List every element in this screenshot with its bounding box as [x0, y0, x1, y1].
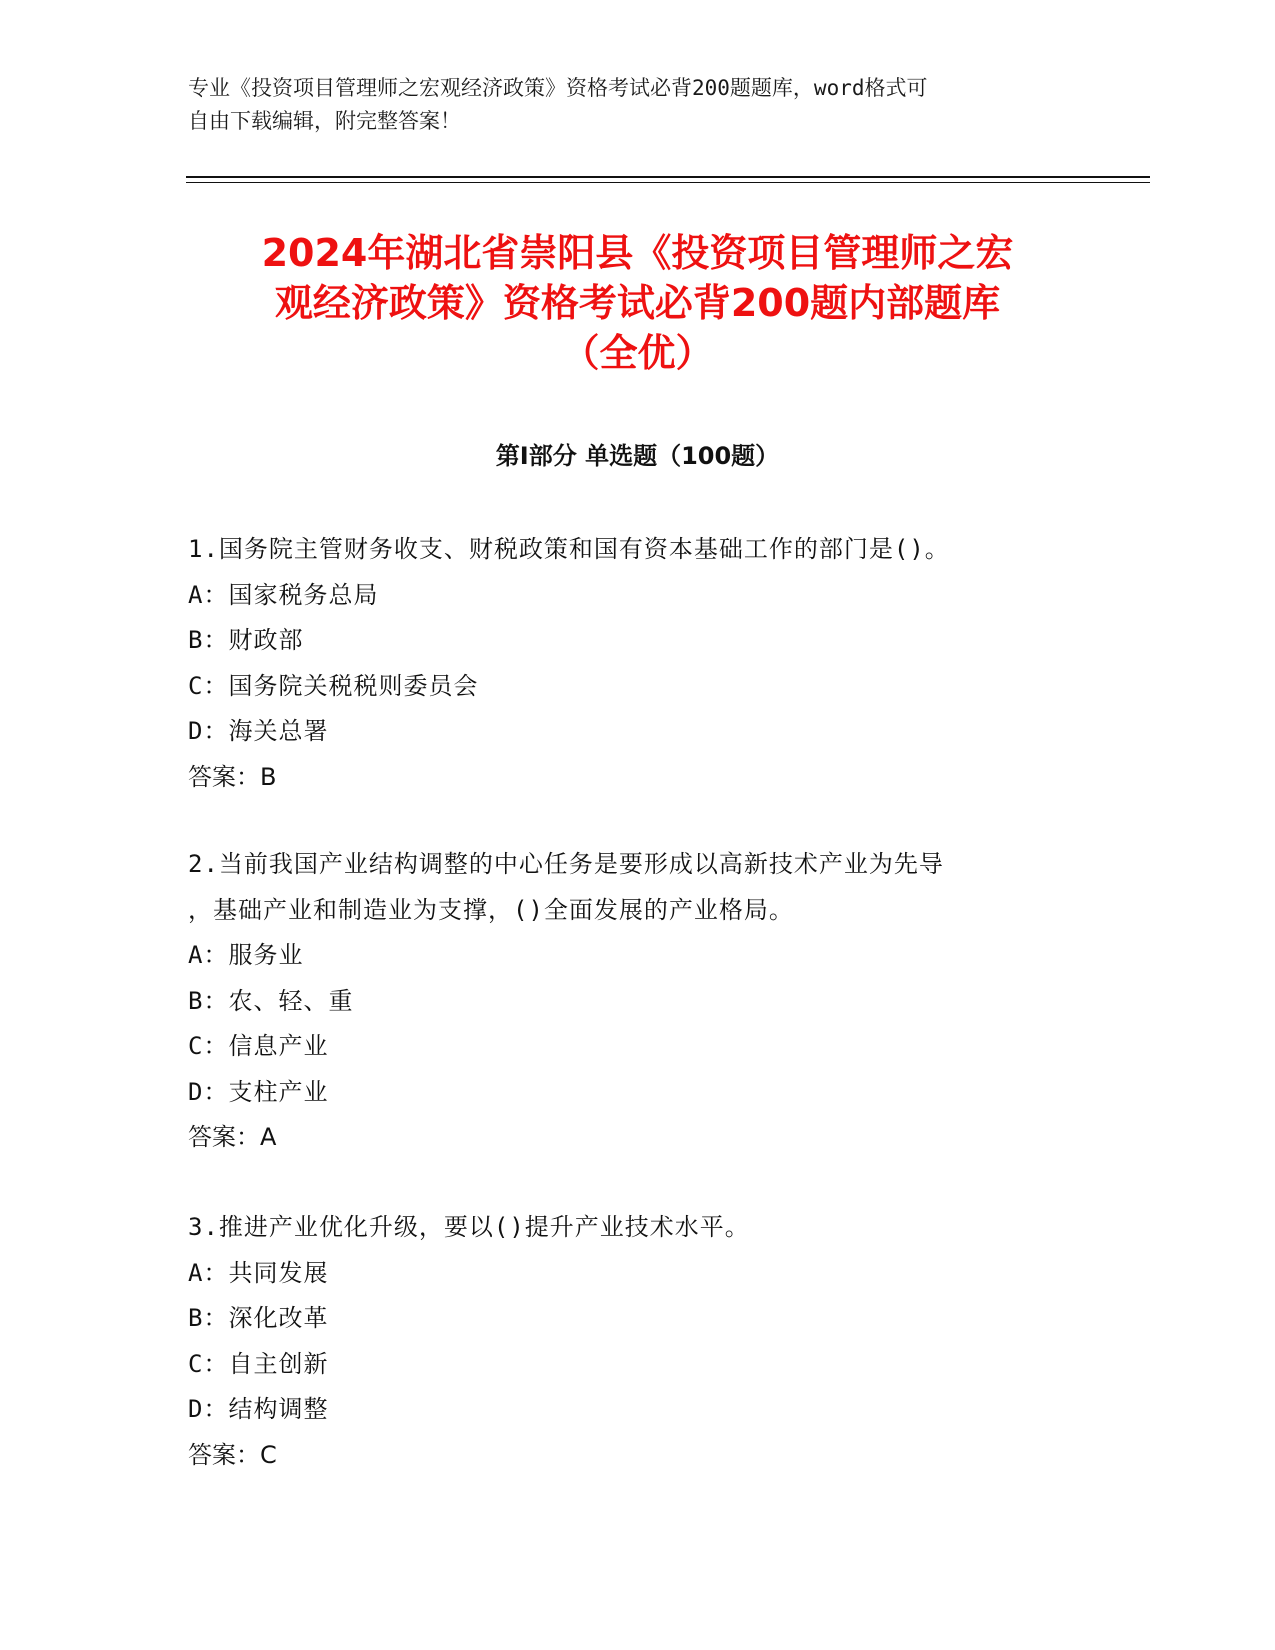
question-block: [188, 1205, 1088, 1478]
question-block: [188, 527, 1088, 800]
option-a: A：共同发展: [188, 1258, 329, 1287]
option-b: B：财政部: [188, 626, 304, 654]
document-title: [140, 228, 1135, 378]
option-d: D：海关总署: [188, 717, 329, 745]
header-divider: [186, 182, 1150, 183]
question-stem: 3.推进产业优化升级，要以()提升产业技术水平。: [188, 1213, 750, 1241]
title-line: （全优）: [561, 331, 714, 375]
answer-line: 答案：A: [188, 1123, 277, 1151]
option-b: B：农、轻、重: [188, 986, 354, 1015]
question-stem: 2.当前我国产业结构调整的中心任务是要形成以高新技术产业为先导: [188, 850, 944, 878]
option-c: C：国务院关税税则委员会: [188, 671, 479, 700]
title-line: 2024年湖北省崇阳县《投资项目管理师之宏: [261, 231, 1014, 275]
header-note-line: 专业《投资项目管理师之宏观经济政策》资格考试必背200题题库，word格式可: [188, 76, 928, 100]
question-block: [188, 842, 1088, 1161]
answer-line: 答案：C: [188, 1440, 277, 1469]
option-c: C：信息产业: [188, 1032, 329, 1060]
option-a: A：服务业: [188, 941, 304, 969]
option-c: C：自主创新: [188, 1349, 329, 1378]
answer-line: 答案：B: [188, 762, 277, 791]
option-a: A：国家税务总局: [188, 580, 379, 609]
question-stem: ，基础产业和制造业为支撑，()全面发展的产业格局。: [188, 895, 794, 924]
header-note: [188, 72, 1068, 138]
header-note-line: 自由下载编辑，附完整答案！: [188, 109, 461, 133]
header-divider: [186, 176, 1150, 178]
question-stem: 1.国务院主管财务收支、财税政策和国有资本基础工作的部门是()。: [188, 535, 950, 563]
option-b: B：深化改革: [188, 1304, 329, 1332]
section-heading: 第Ⅰ部分 单选题（100题）: [495, 442, 780, 470]
title-line: 观经济政策》资格考试必背200题内部题库: [274, 281, 1001, 325]
option-d: D：结构调整: [188, 1395, 329, 1423]
option-d: D：支柱产业: [188, 1077, 329, 1106]
